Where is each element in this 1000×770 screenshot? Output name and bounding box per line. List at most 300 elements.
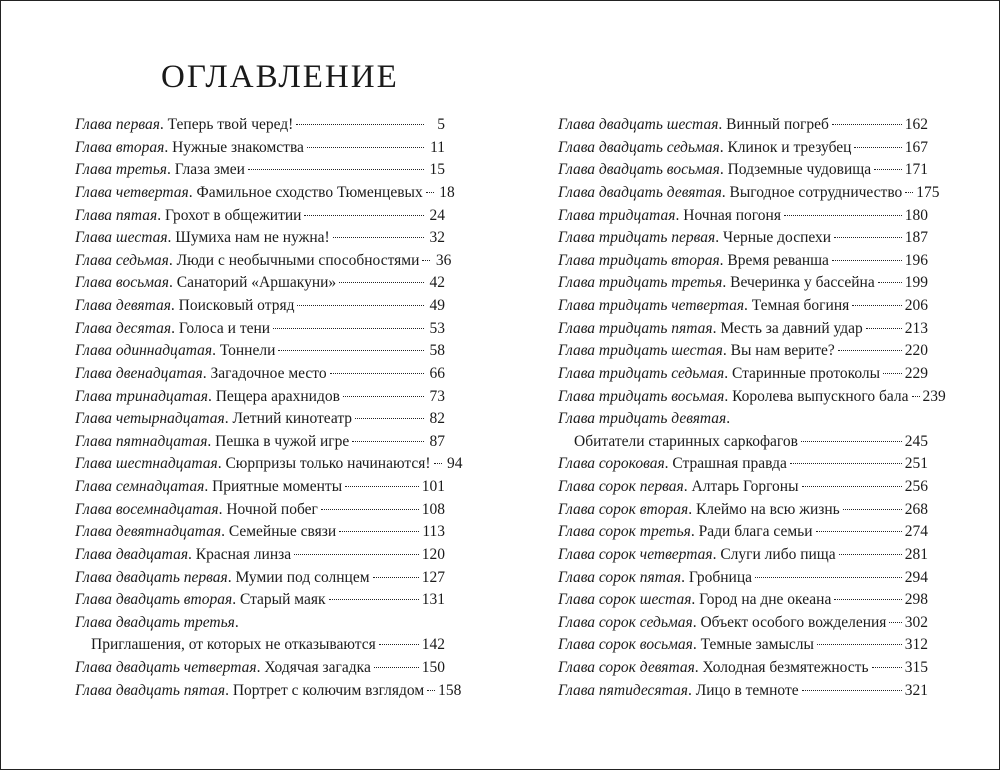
dot-leader [343,396,424,397]
page-number: 312 [904,636,928,654]
chapter-label: Глава третья [75,161,168,179]
chapter-title: Город на дне океана [699,591,832,609]
page-number: 213 [904,319,928,337]
dot-leader [278,350,424,351]
page-number: 127 [421,568,445,586]
chapter-separator: . [207,387,216,405]
page-number: 15 [429,161,445,179]
chapter-label: Глава тридцатая [558,206,676,224]
chapter-label: Глава тридцать седьмая [558,364,725,382]
chapter-label: Глава вторая [75,138,165,156]
toc-entry [558,116,928,139]
chapter-label: Глава двадцать седьмая [558,138,720,156]
page-number: 108 [421,500,445,518]
dot-leader [834,237,902,238]
toc-entry [558,161,928,184]
toc-entry [558,207,928,230]
dot-leader [333,237,424,238]
chapter-title: Мумии под солнцем [235,568,370,586]
chapter-label: Глава двадцать пятая [75,681,226,699]
chapter-label: Глава тридцать третья [558,274,723,292]
toc-entry [75,433,445,456]
chapter-label: Глава сороковая [558,455,665,473]
chapter-label: Глава девятнадцатая [75,523,222,541]
toc-entry [558,455,928,478]
chapter-separator: . [690,523,699,541]
chapter-title: Старый маяк [239,591,326,609]
toc-entry [75,659,445,682]
dot-leader [273,328,424,329]
chapter-label: Глава двадцать третья [75,613,235,631]
page-number: 94 [447,455,463,473]
chapter-separator: . [681,568,689,586]
dot-leader [802,486,902,487]
chapter-title: Тоннели [219,342,276,360]
chapter-separator: . [724,387,733,405]
page-number: 187 [904,229,928,247]
chapter-title: Загадочное место [210,364,327,382]
chapter-separator: . [719,161,728,179]
dot-leader [854,147,901,148]
chapter-title: Выгодное сотрудничество [729,183,903,201]
chapter-separator: . [212,342,220,360]
dot-leader [790,463,902,464]
chapter-label: Глава одиннадцатая [75,342,213,360]
dot-leader [838,350,902,351]
page-number: 175 [916,183,940,201]
chapter-separator: . [167,229,176,247]
page-number: 298 [904,591,928,609]
dot-leader [889,622,901,623]
page-number: 180 [904,206,928,224]
chapter-separator: . [718,116,727,133]
chapter-separator: . [167,161,175,179]
toc-entry [558,320,928,343]
chapter-label: Глава сорок седьмая [558,613,693,631]
dot-leader [817,644,902,645]
chapter-title: Страшная правда [672,455,787,473]
chapter-label: Глава пятая [75,206,158,224]
chapter-label: Глава тридцать шестая [558,342,723,360]
chapter-separator: . [169,274,177,292]
toc-entry [75,523,445,546]
page-number: 321 [904,681,928,699]
toc-entry [75,274,445,297]
dot-leader [784,215,902,216]
chapter-separator: . [234,613,239,631]
page-number: 36 [435,251,452,269]
chapter-title: Сюрпризы только начинаются! [225,455,431,473]
chapter-label: Глава сорок вторая [558,500,689,518]
page-number: 196 [904,251,928,269]
toc-entry [558,229,928,252]
chapter-separator: . [712,545,721,563]
chapter-title: Грохот в общежитии [164,206,302,224]
chapter-label: Глава пятнадцатая [75,432,208,450]
toc-entry [558,183,940,207]
chapter-title: Алтарь Горгоны [691,478,799,495]
chapter-title: Пешка в чужой игре [215,432,350,450]
chapter-label: Глава тринадцатая [75,387,208,405]
chapter-title: Черные доспехи [723,229,832,247]
toc-entry [75,636,445,659]
dot-leader [339,531,419,532]
dot-leader [321,509,419,510]
chapter-title: Объект особого вожделения [700,613,887,631]
page-number: 42 [429,274,445,292]
chapter-label: Глава восьмая [75,274,169,292]
chapter-label: Глава двадцать девятая [558,183,722,201]
toc-entry [558,342,928,365]
chapter-label: Глава пятидесятая [558,681,688,699]
toc-entry [75,207,445,230]
dot-leader [248,169,424,170]
chapter-separator: . [217,455,226,473]
page-number: 82 [429,410,445,428]
dot-leader [874,169,902,170]
page-number: 158 [438,681,462,699]
page-number: 251 [904,455,928,473]
toc-entry [75,161,445,184]
dot-leader [832,124,902,125]
chapter-label: Глава двадцать первая [75,568,228,586]
chapter-title: Клеймо на всю жизнь [695,500,840,518]
dot-leader [883,373,902,374]
chapter-title: Гробница [688,568,752,586]
chapter-separator: . [724,364,732,382]
dot-leader [355,418,424,419]
toc-entry [75,183,455,207]
page-number: 87 [429,432,445,450]
dot-leader [878,282,902,283]
chapter-label: Глава тридцать пятая [558,319,713,337]
chapter-separator: . [168,251,177,269]
chapter-title: Ради блага семьи [698,523,813,541]
chapter-separator: . [722,342,731,360]
dot-leader [866,328,902,329]
chapter-label: Глава четвертая [75,183,189,201]
page-number: 274 [904,523,928,541]
page-number: 120 [421,545,445,563]
chapter-label: Глава сорок восьмая [558,636,693,654]
toc-entry [558,569,928,592]
toc-entry [75,388,445,411]
chapter-label: Глава двенадцатая [75,364,203,382]
toc-entry [75,478,445,501]
chapter-title: Семейные связи [228,523,337,541]
chapter-title: Темная богиня [751,297,850,314]
page-number: 167 [904,138,928,156]
toc-entry [558,387,946,411]
chapter-separator: . [232,591,240,609]
chapter-separator: . [188,545,196,563]
chapter-title: Обитатели старинных саркофагов [574,432,798,450]
page-number: 268 [904,500,928,518]
toc-entry [75,116,445,139]
toc-entry [75,251,452,275]
page-number: 315 [904,659,928,676]
chapter-separator: . [721,183,730,201]
toc-entry [558,274,928,297]
page-number: 206 [904,297,928,314]
chapter-separator: . [691,591,700,609]
dot-leader [329,599,419,600]
chapter-title: Летний кинотеатр [232,410,353,428]
toc-entry [558,614,928,637]
dot-leader [345,486,419,487]
chapter-separator: . [719,138,728,156]
toc-entry [75,591,445,614]
dot-leader [304,215,424,216]
chapter-title: Ходячая загадка [264,659,371,676]
dot-leader [297,305,424,306]
page-title: ОГЛАВЛЕНИЕ [161,59,399,95]
chapter-title: Старинные протоколы [731,364,881,382]
toc-entry [75,681,462,705]
dot-leader [422,260,430,261]
chapter-title: Голоса и тени [178,319,271,337]
toc-entry [75,501,445,524]
page-number: 239 [922,387,946,405]
chapter-separator: . [207,432,216,450]
chapter-separator: . [683,478,692,495]
chapter-separator: . [692,636,701,654]
chapter-title: Подземные чудовища [727,161,872,179]
chapter-title: Холодная безмятежность [702,659,869,676]
dot-leader [872,667,902,668]
dot-leader [802,690,902,691]
chapter-title: Люди с необычными способностями [176,251,420,269]
chapter-separator: . [715,229,723,247]
chapter-label: Глава тридцать девятая [558,410,727,428]
chapter-title: Месть за давний удар [720,319,863,337]
dot-leader [294,554,419,555]
toc-entry [558,682,928,705]
chapter-separator: . [744,297,752,314]
toc-entry [75,139,445,162]
page-number: 32 [429,229,445,247]
chapter-title: Приятные моменты [212,478,343,495]
page-number: 49 [429,297,445,314]
toc-entry [75,365,445,388]
chapter-title: Винный погреб [726,116,829,133]
chapter-label: Глава сорок пятая [558,568,682,586]
chapter-title: Санаторий «Аршакуни» [176,274,337,292]
toc-entry [75,569,445,592]
chapter-title: Лицо в темноте [695,681,799,699]
chapter-separator: . [664,455,673,473]
toc-entry [558,297,928,320]
chapter-label: Глава восемнадцатая [75,500,219,518]
dot-leader [330,373,424,374]
page-number: 229 [904,364,928,382]
toc-entry [75,320,445,343]
chapter-separator: . [170,297,179,314]
toc-entry [558,636,928,659]
toc-entry [75,455,463,478]
dot-leader [905,192,913,193]
chapter-separator: . [225,681,233,699]
chapter-title: Теперь твой черед! [167,116,294,133]
chapter-label: Глава двадцать шестая [558,116,719,133]
chapter-title: Пещера арахнидов [215,387,340,405]
toc-right-column [558,116,946,704]
dot-leader [834,599,901,600]
dot-leader [839,554,902,555]
page-number: 66 [429,364,445,382]
dot-leader [912,396,920,397]
toc-entry [558,252,928,275]
toc-entry [558,410,928,433]
toc-left-column [75,116,463,704]
toc-entry [558,501,928,524]
toc-entry [558,433,928,456]
chapter-label: Глава десятая [75,319,172,337]
chapter-label: Глава шестая [75,229,168,247]
chapter-title: Глаза змеи [174,161,245,179]
chapter-separator: . [202,364,211,382]
dot-leader [374,667,419,668]
chapter-title: Вечеринка у бассейна [730,274,875,292]
chapter-separator: . [204,478,213,495]
dot-leader [843,509,902,510]
page-number: 162 [904,116,928,133]
chapter-separator: . [726,410,731,428]
page-number: 58 [429,342,445,360]
dot-leader [352,441,424,442]
chapter-label: Глава первая [75,116,160,133]
chapter-separator: . [722,274,731,292]
chapter-label: Глава сорок третья [558,523,691,541]
dot-leader [852,305,901,306]
chapter-title: Фамильное сходство Тюменцевых [196,183,423,201]
dot-leader [373,577,419,578]
chapter-label: Глава двадцатая [75,545,189,563]
toc-entry [558,139,928,162]
chapter-label: Глава тридцать вторая [558,251,720,269]
chapter-label: Глава сорок первая [558,478,684,495]
chapter-separator: . [218,500,227,518]
page-number: 73 [429,387,445,405]
page-number: 294 [904,568,928,586]
toc-entry [558,659,928,682]
chapter-separator: . [224,410,233,428]
page-number: 150 [421,659,445,676]
chapter-label: Глава тридцать четвертая [558,297,745,314]
page-number: 142 [421,636,445,654]
chapter-title: Портрет с колючим взглядом [232,681,425,699]
chapter-title: Время реванша [727,251,829,269]
chapter-title: Клинок и трезубец [727,138,852,156]
chapter-label: Глава сорок четвертая [558,545,713,563]
chapter-separator: . [188,183,197,201]
chapter-separator: . [171,319,179,337]
page-number: 281 [904,545,928,563]
page-number: 245 [904,432,928,450]
chapter-title: Королева выпускного бала [732,387,909,405]
chapter-label: Глава тридцать первая [558,229,716,247]
chapter-title: Ночной побег [226,500,318,518]
toc-entry [558,523,928,546]
dot-leader [832,260,902,261]
chapter-label: Глава шестнадцатая [75,455,218,473]
toc-entry [558,546,928,569]
toc-entry [558,478,928,501]
dot-leader [434,463,442,464]
page-number: 113 [422,523,445,541]
page-number: 256 [904,478,928,495]
chapter-separator: . [675,206,684,224]
chapter-separator: . [164,138,173,156]
toc-entry [75,546,445,569]
dot-leader [801,441,902,442]
chapter-separator: . [157,206,165,224]
chapter-label: Глава двадцать четвертая [75,659,257,676]
chapter-label: Глава семнадцатая [75,478,205,495]
page-number: 24 [429,206,445,224]
page-number: 11 [430,138,445,156]
page-number: 53 [429,319,445,337]
page-number: 302 [904,613,928,631]
toc-entry [75,229,445,252]
toc-entry [75,614,445,637]
chapter-separator: . [719,251,728,269]
toc-entry [75,410,445,433]
chapter-label: Глава седьмая [75,251,169,269]
chapter-label: Глава четырнадцатая [75,410,225,428]
chapter-separator: . [692,613,701,631]
chapter-title: Темные замыслы [700,636,814,654]
dot-leader [755,577,902,578]
chapter-separator: . [221,523,229,541]
chapter-title: Красная линза [195,545,292,563]
chapter-title: Слуги либо пища [720,545,836,563]
dot-leader [339,282,424,283]
page-number: 199 [904,274,928,292]
chapter-separator: . [694,659,703,676]
dot-leader [296,124,424,125]
page-number: 131 [421,591,445,609]
chapter-separator: . [712,319,721,337]
chapter-label: Глава сорок шестая [558,591,692,609]
page-number: 5 [437,116,445,133]
dot-leader [427,690,435,691]
chapter-title: Шумиха нам не нужна! [175,229,330,247]
toc-entry [558,365,928,388]
chapter-title: Нужные знакомства [172,138,304,156]
chapter-title: Приглашения, от которых не отказываются [91,636,376,654]
chapter-title: Поисковый отряд [178,297,295,314]
toc-entry [558,591,928,614]
chapter-label: Глава сорок девятая [558,659,695,676]
page-number: 101 [421,478,445,495]
chapter-separator: . [256,659,265,676]
chapter-title: Ночная погоня [683,206,781,224]
chapter-separator: . [687,681,696,699]
page-number: 171 [904,161,928,179]
chapter-label: Глава двадцать вторая [75,591,233,609]
page-number: 220 [904,342,928,360]
chapter-label: Глава девятая [75,297,171,314]
chapter-label: Глава двадцать восьмая [558,161,720,179]
dot-leader [307,147,424,148]
chapter-separator: . [227,568,236,586]
dot-leader [816,531,902,532]
chapter-title: Вы нам верите? [730,342,835,360]
toc-entry [75,297,445,320]
dot-leader [379,644,419,645]
chapter-separator: . [688,500,696,518]
